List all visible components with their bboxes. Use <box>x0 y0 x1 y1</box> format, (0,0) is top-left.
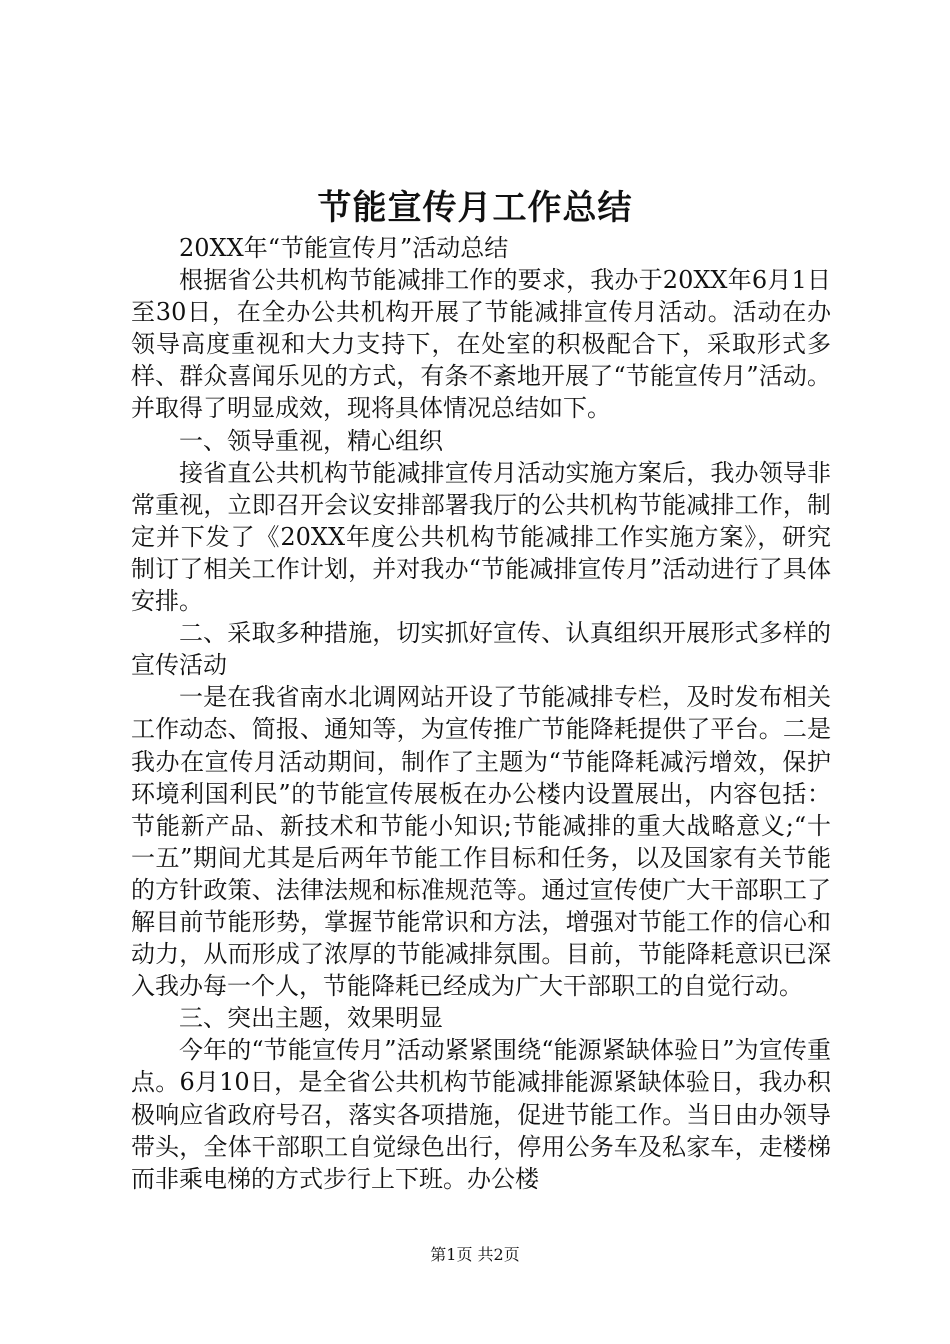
section-heading-2: 二、采取多种措施，切实抓好宣传、认真组织开展形式多样的宣传活动 <box>131 619 831 680</box>
paragraph-subtitle: 20XX年“节能宣传月”活动总结 <box>179 234 509 262</box>
document-body <box>131 232 831 1195</box>
document-title: 节能宣传月工作总结 <box>317 188 633 228</box>
paragraph-intro: 根据省公共机构节能减排工作的要求，我办于20XX年6月1日至30日，在全办公共机构开展了节能减排宣传月活动。活动在办领导高度重视和大力支持下，在处室的积极配合下，采取形式多样、群众喜闻乐见的方式，有条不紊地开展了“节能宣传月”活动。并取得了明显成效，现将具体情况总结如下。 <box>131 266 831 423</box>
paragraph-section-3: 今年的“节能宣传月”活动紧紧围绕“能源紧缺体验日”为宣传重点。6月10日，是全省公共机构节能减排能源紧缺体验日，我办积极响应省政府号召，落实各项措施，促进节能工作。当日由办领导带头，全体干部职工自觉绿色出行，停用公务车及私家车，走楼梯而非乘电梯的方式步行上下班。办公楼 <box>131 1036 831 1193</box>
paragraph-section-1: 接省直公共机构节能减排宣传月活动实施方案后，我办领导非常重视，立即召开会议安排部署我厅的公共机构节能减排工作，制定并下发了《20XX年度公共机构节能减排工作实施方案》，研究制订了相关工作计划，并对我办“节能减排宣传月”活动进行了具体安排。 <box>131 458 831 616</box>
page-number-footer: 第1页 共2页 <box>430 1245 520 1264</box>
section-heading-3: 三、突出主题，效果明显 <box>179 1004 443 1033</box>
paragraph-section-2: 一是在我省南水北调网站开设了节能减排专栏，及时发布相关工作动态、简报、通知等，为宣传推广节能降耗提供了平台。二是我办在宣传月活动期间，制作了主题为“节能降耗减污增效，保护环境利国利民”的节能宣传展板在办公楼内设置展出，内容包括：节能新产品、新技术和节能小知识;节能减排的重大战略意义;“十一五”期间尤其是后两年节能工作目标和任务，以及国家有关节能的方针政策、法律法规和标准规范等。通过宣传使广大干部职工了解目前节能形势，掌握节能常识和方法，增强对节能工作的信心和动力，从而形成了浓厚的节能减排氛围。目前，节能降耗意识已深入我办每一个人，节能降耗已经成为广大干部职工的自觉行动。 <box>131 683 831 1001</box>
section-heading-1: 一、领导重视，精心组织 <box>179 426 443 455</box>
